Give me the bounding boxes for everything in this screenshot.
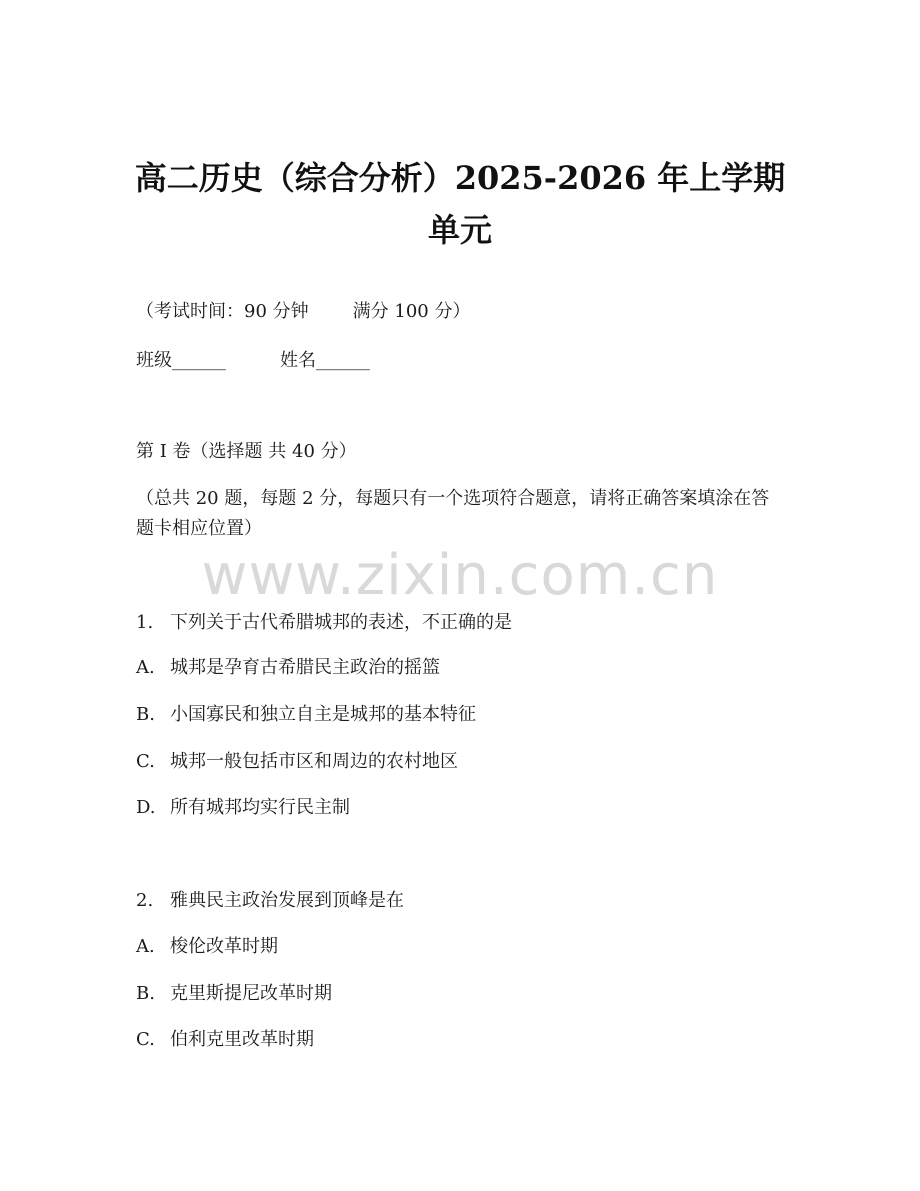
option-text: 所有城邦均实行民主制 (170, 797, 350, 818)
exam-info (136, 303, 470, 321)
question-1-option-a (136, 659, 440, 677)
question-2 (136, 892, 404, 910)
question-number: 2. (136, 890, 154, 911)
option-text: 小国寡民和独立自主是城邦的基本特征 (170, 704, 476, 725)
option-letter: A. (136, 657, 155, 678)
question-1-option-b (136, 706, 476, 724)
exam-full-score: 满分 100 分） (352, 301, 471, 322)
exam-time: （考试时间：90 分钟 (136, 301, 309, 322)
option-letter: C. (136, 1029, 155, 1050)
section-heading: 第 I 卷（选择题 共 40 分） (136, 441, 357, 462)
class-field-label: 班级______ (136, 350, 226, 371)
question-1 (136, 614, 512, 632)
exam-title-line-1: 高二历史（综合分析）2025-2026 年上学期 (134, 159, 786, 197)
question-2-option-a (136, 938, 278, 956)
option-letter: C. (136, 751, 155, 772)
question-1-option-d (136, 799, 350, 817)
exam-title-line-2: 单元 (427, 211, 492, 249)
option-text: 城邦是孕育古希腊民主政治的摇篮 (170, 657, 440, 678)
name-field-label: 姓名______ (280, 350, 370, 371)
option-letter: B. (136, 983, 155, 1004)
section-instructions: （总共 20 题，每题 2 分，每题只有一个选项符合题意，请将正确答案填涂在答题卡相应位置） (136, 488, 770, 539)
question-number: 1. (136, 612, 154, 633)
option-letter: D. (136, 797, 156, 818)
student-info (136, 352, 370, 370)
question-2-option-c (136, 1031, 314, 1049)
question-text: 下列关于古代希腊城邦的表述，不正确的是 (170, 612, 512, 633)
question-1-option-c (136, 753, 458, 771)
watermark: www.zixin.com.cn (201, 543, 719, 608)
option-text: 梭伦改革时期 (170, 936, 278, 957)
option-letter: A. (136, 936, 155, 957)
option-text: 克里斯提尼改革时期 (170, 983, 332, 1004)
option-text: 伯利克里改革时期 (170, 1029, 314, 1050)
question-2-option-b (136, 985, 332, 1003)
option-letter: B. (136, 704, 155, 725)
question-text: 雅典民主政治发展到顶峰是在 (170, 890, 404, 911)
option-text: 城邦一般包括市区和周边的农村地区 (170, 751, 458, 772)
